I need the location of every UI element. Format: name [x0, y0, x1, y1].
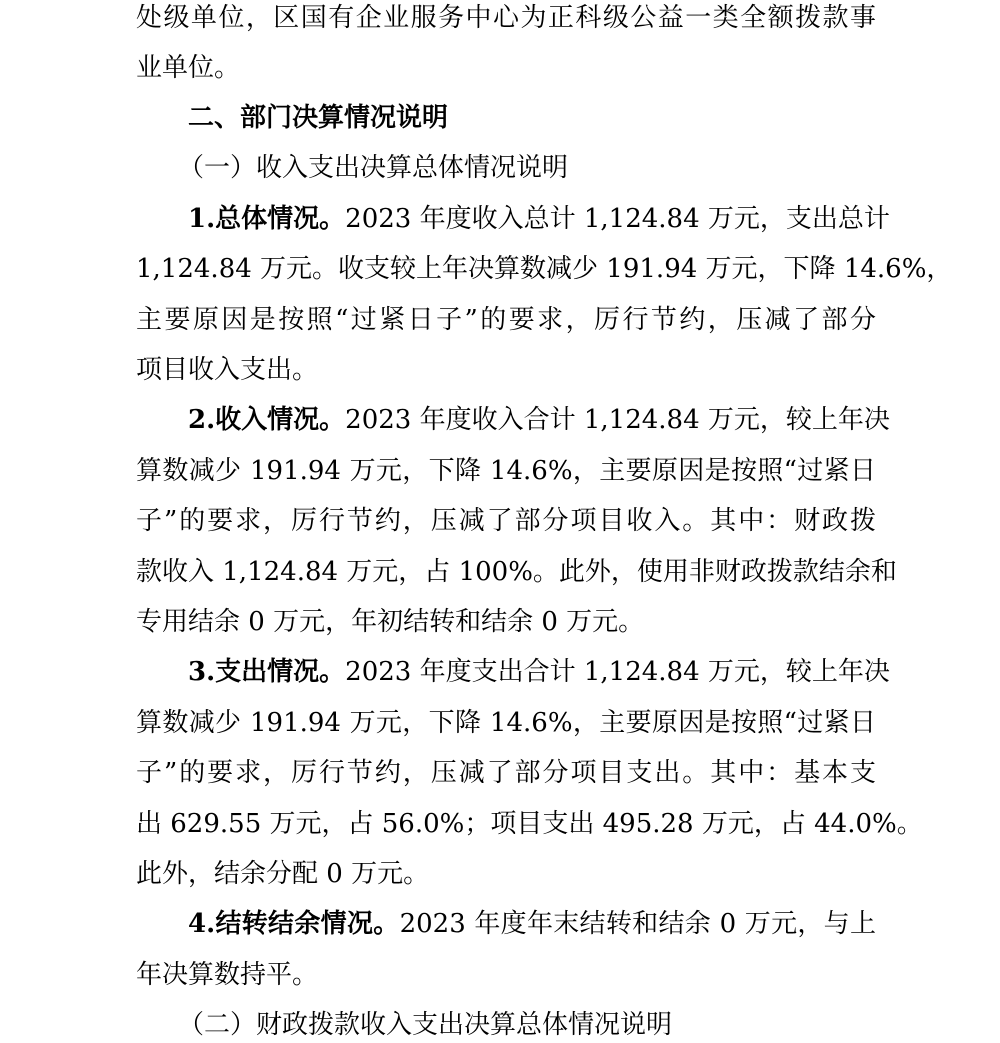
paragraph-line — [188, 909, 876, 939]
paragraph-line — [188, 657, 890, 687]
heading-text: （二）财政拨款收入支出决算总体情况说明 — [178, 1010, 673, 1040]
text: 2023 年度收入合计 1,124.84 万元，较上年决 — [345, 405, 890, 435]
paragraph-line — [136, 53, 240, 83]
text: 子”的要求，厉行节约，压减了部分项目支出。其中：基本支 — [136, 758, 876, 788]
paragraph-line — [136, 607, 644, 637]
text: 项目收入支出。 — [136, 355, 319, 385]
text: 2023 年度年末结转和结余 0 万元，与上 — [399, 909, 876, 939]
paragraph-line — [188, 204, 890, 234]
text: 处级单位，区国有企业服务中心为正科级公益一类全额拨款事 — [136, 3, 876, 33]
paragraph-lead: 4.结转结余情况。 — [188, 909, 400, 939]
text: 算数减少 191.94 万元，下降 14.6%，主要原因是按照“过紧日 — [136, 708, 876, 738]
text: 年决算数持平。 — [136, 960, 319, 990]
paragraph-line — [136, 506, 876, 536]
text: 算数减少 191.94 万元，下降 14.6%，主要原因是按照“过紧日 — [136, 456, 876, 486]
text: 2023 年度收入总计 1,124.84 万元，支出总计 — [345, 204, 890, 234]
paragraph-line — [136, 758, 876, 788]
paragraph-lead: 3.支出情况。 — [188, 657, 346, 687]
subsection-heading — [178, 1010, 672, 1040]
text: 出 629.55 万元，占 56.0%；项目支出 495.28 万元，占 44.0%。 — [136, 809, 923, 839]
text: 此外，结余分配 0 万元。 — [136, 859, 430, 889]
text: 1,124.84 万元。收支较上年决算数减少 191.94 万元，下降 14.6%， — [136, 254, 953, 284]
paragraph-line — [136, 254, 953, 284]
paragraph-line — [136, 859, 429, 889]
paragraph-lead: 2.收入情况。 — [188, 405, 346, 435]
paragraph-line — [136, 708, 876, 738]
text: 业单位。 — [136, 53, 241, 83]
paragraph-line — [136, 960, 318, 990]
heading-text: 二、部门决算情况说明 — [188, 103, 449, 133]
section-heading — [188, 103, 448, 133]
paragraph-line — [136, 557, 897, 587]
paragraph-lead: 1.总体情况。 — [188, 204, 346, 234]
text: 2023 年度支出合计 1,124.84 万元，较上年决 — [345, 657, 890, 687]
paragraph-line — [136, 809, 923, 839]
subsection-heading — [178, 153, 568, 183]
text: 子”的要求，厉行节约，压减了部分项目收入。其中：财政拨 — [136, 506, 876, 536]
paragraph-line — [136, 3, 876, 33]
paragraph-line — [136, 355, 318, 385]
paragraph-line — [136, 456, 876, 486]
paragraph-line — [188, 405, 890, 435]
text: 主要原因是按照“过紧日子”的要求，厉行节约，压减了部分 — [136, 305, 876, 335]
heading-text: （一）收入支出决算总体情况说明 — [178, 153, 569, 183]
text: 专用结余 0 万元，年初结转和结余 0 万元。 — [136, 607, 645, 637]
text: 款收入 1,124.84 万元，占 100%。此外，使用非财政拨款结余和 — [136, 557, 897, 587]
paragraph-line — [136, 305, 876, 335]
